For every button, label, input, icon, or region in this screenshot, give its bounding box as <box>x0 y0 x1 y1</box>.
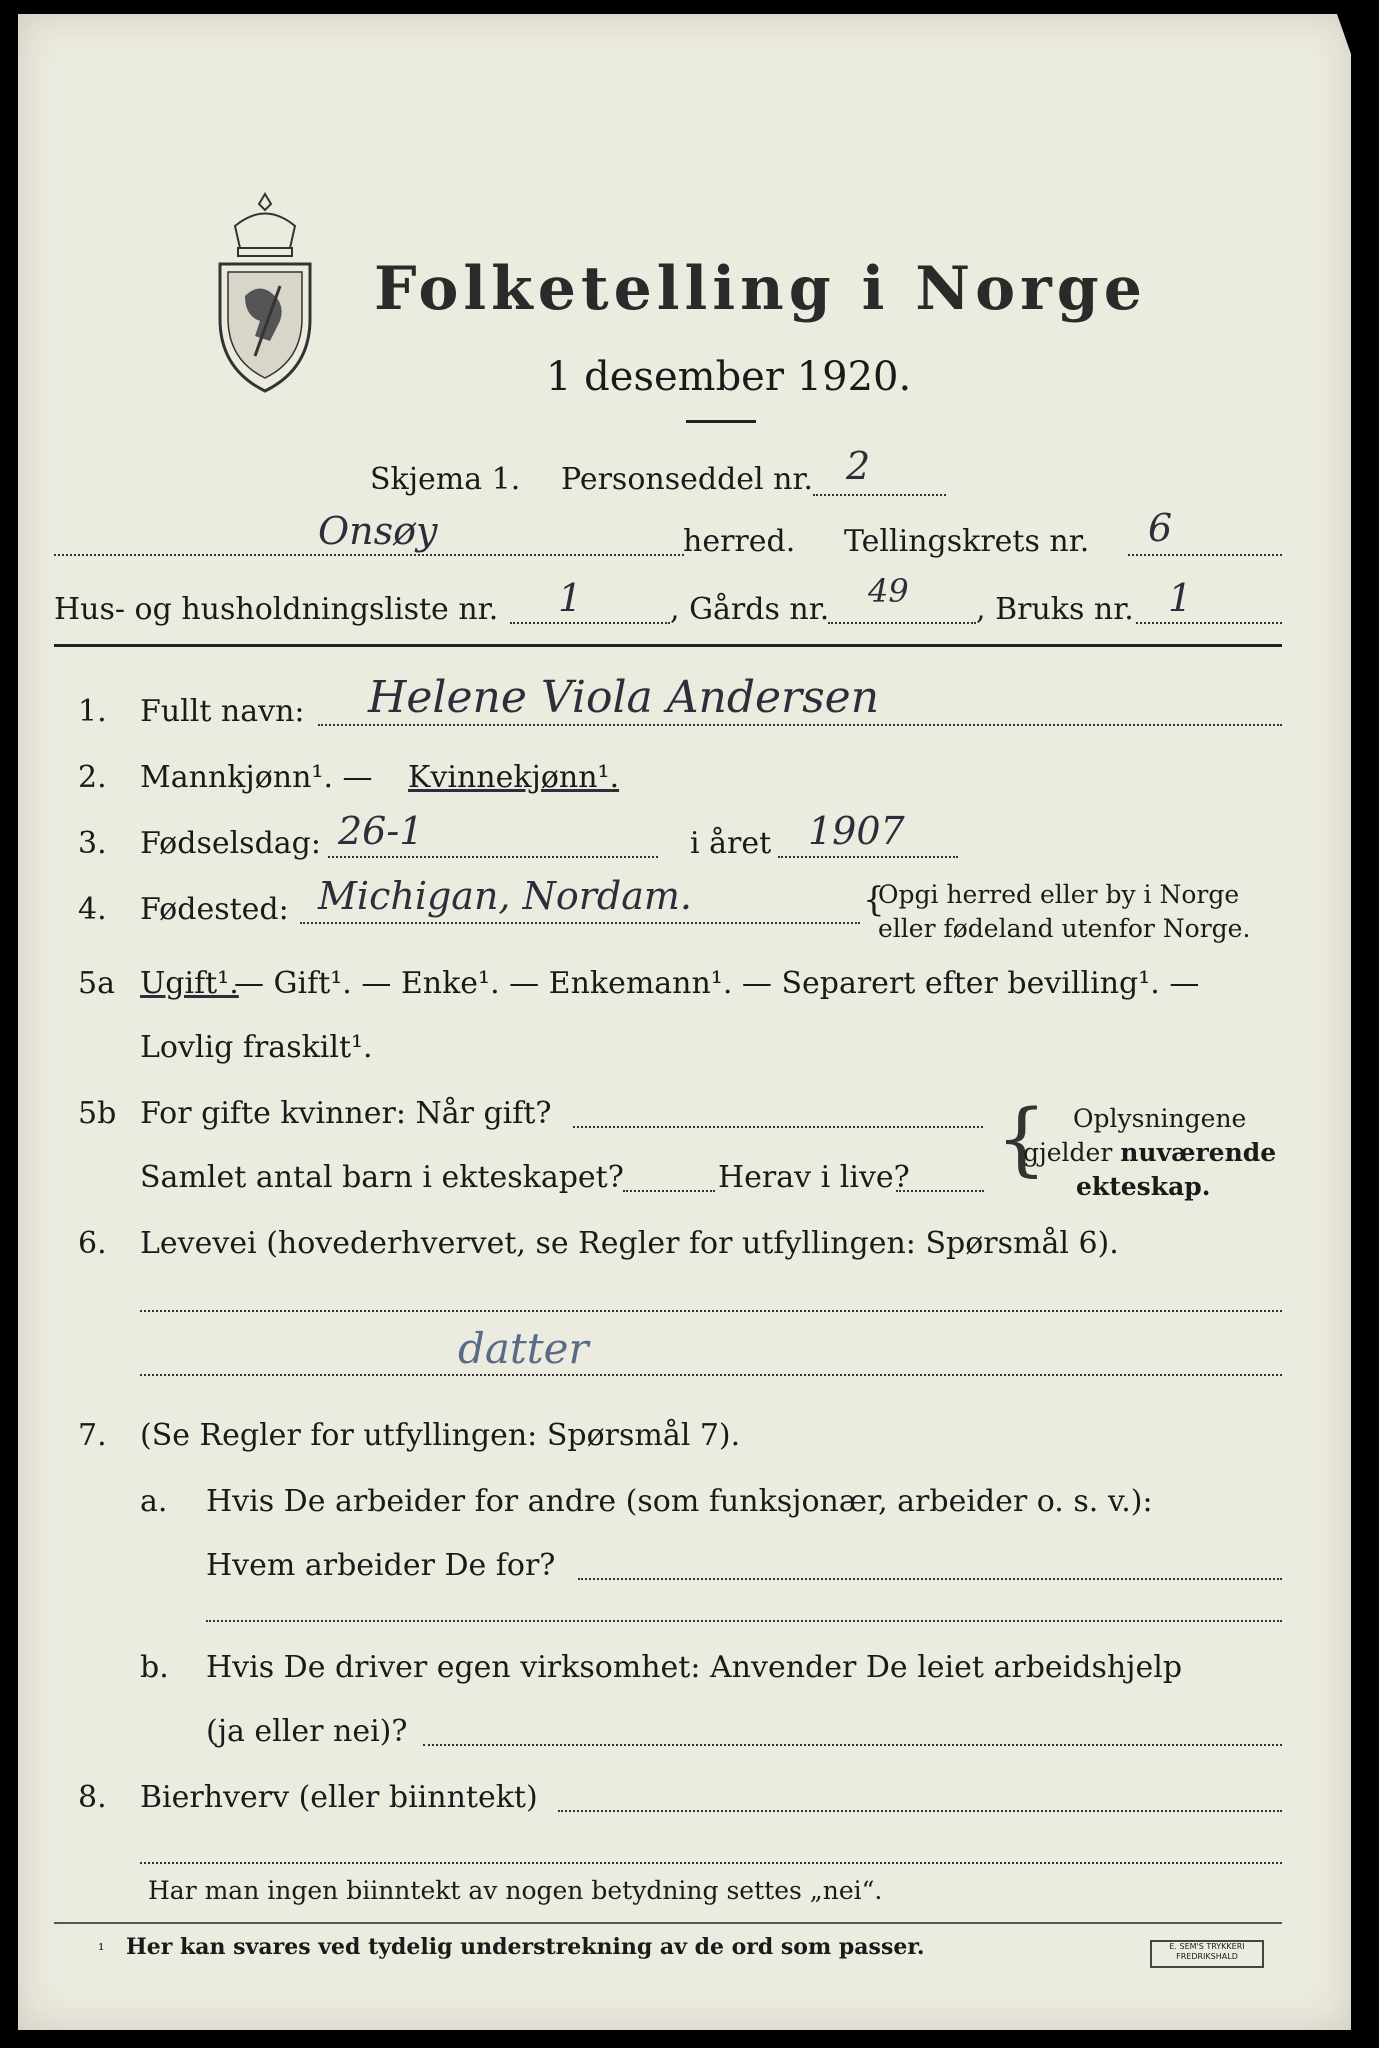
year-value: 1907 <box>808 809 905 853</box>
form-title: Folketelling i Norge <box>374 254 1147 324</box>
ugift-option[interactable]: Ugift¹. <box>140 966 239 1001</box>
husliste-value: 1 <box>558 576 583 620</box>
herred-line[interactable] <box>54 554 684 556</box>
birthday-line[interactable] <box>328 856 658 858</box>
kvinnekjonn-option[interactable]: Kvinnekjønn¹. <box>408 760 620 795</box>
mannkjonn-option[interactable]: Mannkjønn¹. — <box>140 760 373 795</box>
footnote-mark: ¹ <box>98 1940 105 1959</box>
full-name-line[interactable] <box>318 724 1282 726</box>
q5b-note-3: ekteskap. <box>1076 1172 1211 1201</box>
occupation-line-1[interactable] <box>140 1310 1282 1312</box>
q6-label: Levevei (hovederhvervet, se Regler for utfyllingen: Spørsmål 6). <box>140 1226 1119 1261</box>
hired-help-line[interactable] <box>423 1744 1282 1746</box>
married-when-line[interactable] <box>573 1126 983 1128</box>
gards-label: , Gårds nr. <box>670 592 830 627</box>
q3-label: Fødselsdag: <box>140 826 321 861</box>
q6-number: 6. <box>78 1226 107 1261</box>
marital-status-options[interactable]: — Gift¹. — Enke¹. — Enkemann¹. — Separert efter bevilling¹. — <box>234 966 1200 1001</box>
birthday-value: 26-1 <box>338 809 424 853</box>
q7b-label-2: (ja eller nei)? <box>206 1714 408 1749</box>
q5b-label-alive: Herav i live? <box>718 1160 910 1195</box>
year-label: i året <box>690 826 772 861</box>
bruks-value: 1 <box>1168 576 1193 620</box>
census-form-page <box>18 14 1351 2030</box>
q5b-note-1: Oplysningene <box>1073 1104 1247 1133</box>
q4-brace: { <box>863 880 885 920</box>
q7-number: 7. <box>78 1418 107 1453</box>
q7b-number: b. <box>140 1650 169 1685</box>
full-name-value: Helene Viola Andersen <box>368 672 880 723</box>
q7a-label: Hvis De arbeider for andre (som funksjonær, arbeider o. s. v.): <box>206 1484 1153 1519</box>
q8-note: Har man ingen biinntekt av nogen betydning settes „nei“. <box>148 1876 883 1905</box>
q2-number: 2. <box>78 760 107 795</box>
skjema-label: Skjema 1. <box>370 462 521 497</box>
footnote-text: Her kan svares ved tydelig understrekning av de ord som passer. <box>126 1934 925 1960</box>
employer-line-2[interactable] <box>206 1620 1282 1622</box>
tellingskrets-label: Tellingskrets nr. <box>844 524 1090 559</box>
footer-rule <box>54 1922 1282 1924</box>
tellingskrets-line[interactable] <box>1128 554 1282 556</box>
personseddel-line[interactable] <box>813 494 946 496</box>
q4-number: 4. <box>78 892 107 927</box>
personseddel-value: 2 <box>846 444 871 488</box>
norwegian-coat-of-arms <box>210 186 320 396</box>
q5b-note-2b: nuværende <box>1120 1138 1277 1167</box>
birthplace-line[interactable] <box>300 922 860 924</box>
husliste-label: Hus- og husholdningsliste nr. <box>54 592 499 627</box>
side-income-line-1[interactable] <box>558 1810 1282 1812</box>
q3-number: 3. <box>78 826 107 861</box>
employer-line-1[interactable] <box>578 1578 1282 1580</box>
gards-value: 49 <box>868 572 909 610</box>
title-divider <box>686 420 756 423</box>
children-count-line[interactable] <box>623 1190 715 1192</box>
herred-label: herred. <box>683 524 796 559</box>
q5b-number: 5b <box>78 1096 117 1131</box>
personseddel-label: Personseddel nr. <box>561 462 814 497</box>
q5b-brace: { <box>996 1092 1047 1185</box>
tellingskrets-value: 6 <box>1148 506 1173 550</box>
bruks-label: , Bruks nr. <box>976 592 1134 627</box>
q7b-label: Hvis De driver egen virksomhet: Anvender De leiet arbeidshjelp <box>206 1650 1183 1685</box>
q5b-note-2 <box>1023 1138 1276 1167</box>
q5a-number: 5a <box>78 966 115 1001</box>
q5b-note-2a: gjelder <box>1023 1138 1121 1167</box>
year-line[interactable] <box>778 856 958 858</box>
q8-number: 8. <box>78 1780 107 1815</box>
bruks-line[interactable] <box>1136 622 1282 624</box>
side-income-line-2[interactable] <box>140 1862 1282 1864</box>
q5b-label-married: For gifte kvinner: Når gift? <box>140 1096 552 1131</box>
census-date: 1 desember 1920. <box>546 354 912 400</box>
children-alive-line[interactable] <box>896 1190 984 1192</box>
page-corner <box>1337 14 1351 54</box>
birthplace-value: Michigan, Nordam. <box>318 874 692 918</box>
q7-label: (Se Regler for utfyllingen: Spørsmål 7). <box>140 1418 741 1453</box>
herred-value: Onsøy <box>318 509 438 553</box>
q8-label: Bierhverv (eller biinntekt) <box>140 1780 538 1815</box>
husliste-line[interactable] <box>510 622 670 624</box>
gards-line[interactable] <box>828 622 976 624</box>
q1-label: Fullt navn: <box>140 694 305 729</box>
occupation-line-2[interactable] <box>140 1374 1282 1376</box>
q7a-label-2: Hvem arbeider De for? <box>206 1548 556 1583</box>
q7a-number: a. <box>140 1484 168 1519</box>
q4-note-2: eller fødeland utenfor Norge. <box>878 914 1251 943</box>
printer-stamp: E. SEM'S TRYKKERI FREDRIKSHALD <box>1150 1940 1264 1968</box>
fraskilt-option[interactable]: Lovlig fraskilt¹. <box>140 1030 373 1065</box>
q1-number: 1. <box>78 694 107 729</box>
q4-note-1: Opgi herred eller by i Norge <box>878 880 1240 909</box>
q4-label: Fødested: <box>140 892 289 927</box>
occupation-value: datter <box>458 1324 589 1373</box>
header-rule <box>54 644 1282 647</box>
q5b-label-children: Samlet antal barn i ekteskapet? <box>140 1160 624 1195</box>
